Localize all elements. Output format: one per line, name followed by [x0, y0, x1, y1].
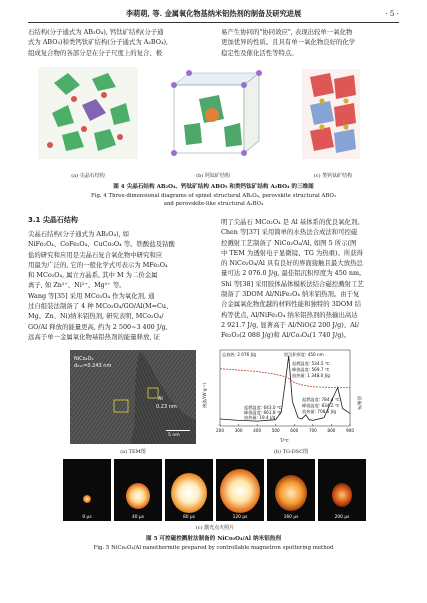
y2-axis-label: 质量/%	[357, 396, 362, 410]
left-column-text: 尖晶石结构(分子通式为 AB₂O₄), 如 NiFe₂O₄、CoFe₂O₄、CuCo₂O₄ 等。铁酸盐及钴酸 盐的研究和应用是尖晶石复合氧化物中研究和应 用最为广泛的, 它的一般化学式可表示为 MFe₂O₄ 和 MCo₂O₄, 属立方晶系, 其中 M 为二价金属 离子, 如 Zn²⁺、Ni²⁺、Mg²⁺ 等。 Wang 等[35] 采用 MCo₂O₄ 作为氧化剂, 通 过自组装法制备了 4 种 MCo₂O₄/GO/Al(M=Cu、 Mg、Zn、Ni)纳米铝热剂, 研究表明, MCo₂O₄/ GO/Al 释放的能量更高, 约为 2 500~3 400 J/g, 远高于单一金属氧化物基铝热剂的能量释放, 证	[28, 230, 175, 341]
tem-label-spacing: 0.23 nm	[156, 404, 177, 410]
figure-4	[34, 65, 392, 170]
annotation-2-peak: 峰值温度: 661.8 ℃	[244, 410, 282, 415]
frame-time-label: 120 μs	[232, 515, 248, 520]
tem-label-nico2o4: NiCo₂O₄	[74, 356, 94, 362]
fig4-caption-cn: 图 4 尖晶石结构 AB₂O₄、钙钛矿结构 ABO₃ 和类钙钛矿结构 A₂BO₄ 的三维图	[113, 184, 314, 190]
frame-time-label: 160 μs	[283, 515, 299, 520]
plot-frame	[220, 350, 350, 426]
frame-time-label: 80 μs	[182, 515, 196, 520]
x-tick-label: 600	[290, 428, 299, 433]
perovskite-like-structure	[302, 69, 360, 159]
flame-glow	[83, 495, 91, 503]
fig5-caption-cn: 图 5 可控磁控溅射法制备的 NiCo₂O₄/Al 纳米铝热剂	[146, 536, 281, 542]
x-tick-label: 900	[346, 428, 354, 433]
fig4-caption-en-1: Fig. 4 Three-dimensional diagrams of spinel structural AB₂O₄, perovskite structural ABO₃	[91, 193, 336, 199]
x-axis-label: T/℃	[280, 438, 289, 443]
section-title: 3.1 尖晶石结构	[28, 216, 78, 224]
flame-glow	[126, 483, 150, 509]
annotation-total-heat: 总放热: 2 076 J/g	[222, 352, 256, 357]
flame-glow	[332, 483, 352, 507]
frame-time-label: 40 μs	[131, 515, 145, 520]
tg-dsc-svg	[198, 346, 364, 446]
ignition-frame-40	[114, 459, 162, 521]
x-tick-label: 200	[216, 428, 224, 433]
ignition-frame-200	[318, 459, 366, 521]
crystal-structures	[34, 65, 392, 170]
running-title: 李萌萌, 等. 金属氧化物基纳米铝热剂的制备及研究进展	[125, 9, 302, 18]
annotation-1-peak: 峰值温度: 569.7 ℃	[292, 367, 330, 372]
flame-glow	[220, 469, 260, 513]
x-tick-label: 500	[271, 428, 280, 433]
frame-time-label: 200 μs	[334, 515, 350, 520]
ignition-frames	[63, 459, 367, 521]
tem-label-d311: d₃₁₁=0.243 nm	[74, 363, 112, 369]
fig5-sub-c: (c) 激光点火照片	[195, 525, 235, 531]
ignition-frame-80	[165, 459, 213, 521]
fig4-sub-b: (b) 钙钛矿结构	[196, 173, 230, 179]
ignition-frame-160	[267, 459, 315, 521]
running-header	[0, 6, 427, 20]
annotation-3-peak: 峰值温度: 834.2 ℃	[302, 403, 340, 408]
fig4-sub-c: (c) 类钙钛矿结构	[313, 173, 353, 179]
fig5-caption-en: Fig. 5 NiCo₂O₄/Al nanothermite prepared by controllable magnetron sputtering method	[93, 545, 334, 551]
header-rule	[28, 22, 399, 23]
x-tick-label: 800	[327, 428, 336, 433]
top-left-text: 石结构(分子通式为 AB₂O₄), 钙钛矿结构(分子通 式为 ABO₃)和类钙钛矿结构(分子通式为 A₂BO₄), 组成复合物的各部分是在分子尺度上的复合、极	[28, 28, 169, 57]
flame-glow	[171, 473, 207, 513]
annotation-3-heat: 放热量: 708.6 J/g	[302, 409, 336, 414]
ignition-frame-120	[216, 459, 264, 521]
perovskite-structure	[171, 70, 262, 156]
x-tick-label: 300	[234, 428, 243, 433]
tg-dsc-chart	[198, 346, 364, 446]
fig4-sub-a: (a) 尖晶石结构	[71, 173, 105, 179]
frame-time-label: 0 μs	[82, 515, 92, 520]
spinel-structure	[38, 67, 138, 159]
fig4-caption-en-2: and perovskite-like structural A₂BO₄	[163, 201, 264, 207]
tem-label-al: Al	[158, 396, 163, 402]
top-right-text: 易产生协同的"协同效应", 表现出较单一氧化物 更加优异的性质。且具有单一氧化物良好的化学 稳定性及催化活性等特点。	[221, 28, 356, 57]
annotation-1-heat: 放热量: 1 348.0 J/g	[292, 373, 330, 378]
tem-scale-label: 5 nm	[168, 433, 180, 438]
annotation-1-onset: 起燃温度: 534.5 ℃	[292, 361, 330, 366]
x-tick-label: 400	[253, 428, 262, 433]
right-column-text: 明了尖晶石 MCo₂O₄ 是 Al 基体系的优良氧化剂。 Chen 等[37] 采用简单的水热法合成法和可控磁 控溅射工艺制备了 NiCo₂O₄/Al, 如图 5 所示(图 中 TEM 为透射电子显微镜、TG 为热重)。所获得 的 NiCo₂O₄/Al 具有良好的界面接触且最大放热总 量可达 2 076.0 J/g, 最佳铝沉积厚度为 450 nm。 Shi 等[38] 采用胶体晶体模板法结合磁控溅射工艺 制备了 3DOM Al/NiFe₂O₄ 纳米铝热剂。由于复 合金属氧化物优越的材料性能和独特的 3DOM 结 构等优点, Al/NiFe₂O₄ 纳米铝热剂的热输出高达 2 921.7 J/g, 显著高于 Al/NiO(2 200 J/g)、Al/ Fe₂O₃(2 088 J/g)和 Al/Co₃O₄(1 740 J/g)。	[221, 218, 366, 340]
y-axis-label: 热流/(W·g⁻¹)	[202, 382, 207, 408]
annotation-2-heat: 放热量: 19.4 J/g	[244, 415, 276, 420]
tem-scale-bar	[166, 430, 190, 431]
fig5-sub-b: (b) TG-DSC图	[273, 449, 309, 455]
page-number: · 5 ·	[385, 9, 399, 18]
tem-image	[70, 350, 196, 444]
flame-glow	[275, 475, 307, 511]
annotation-al-thickness: 铝沉积厚度: 450 nm	[284, 352, 324, 357]
annotation-2-onset: 起燃温度: 643.0 ℃	[244, 405, 282, 410]
annotation-3-onset: 起燃温度: 784.4 ℃	[302, 397, 340, 402]
ignition-frame-0	[63, 459, 111, 521]
fig5-sub-a: (a) TEM图	[120, 449, 146, 455]
x-tick-label: 700	[308, 428, 317, 433]
